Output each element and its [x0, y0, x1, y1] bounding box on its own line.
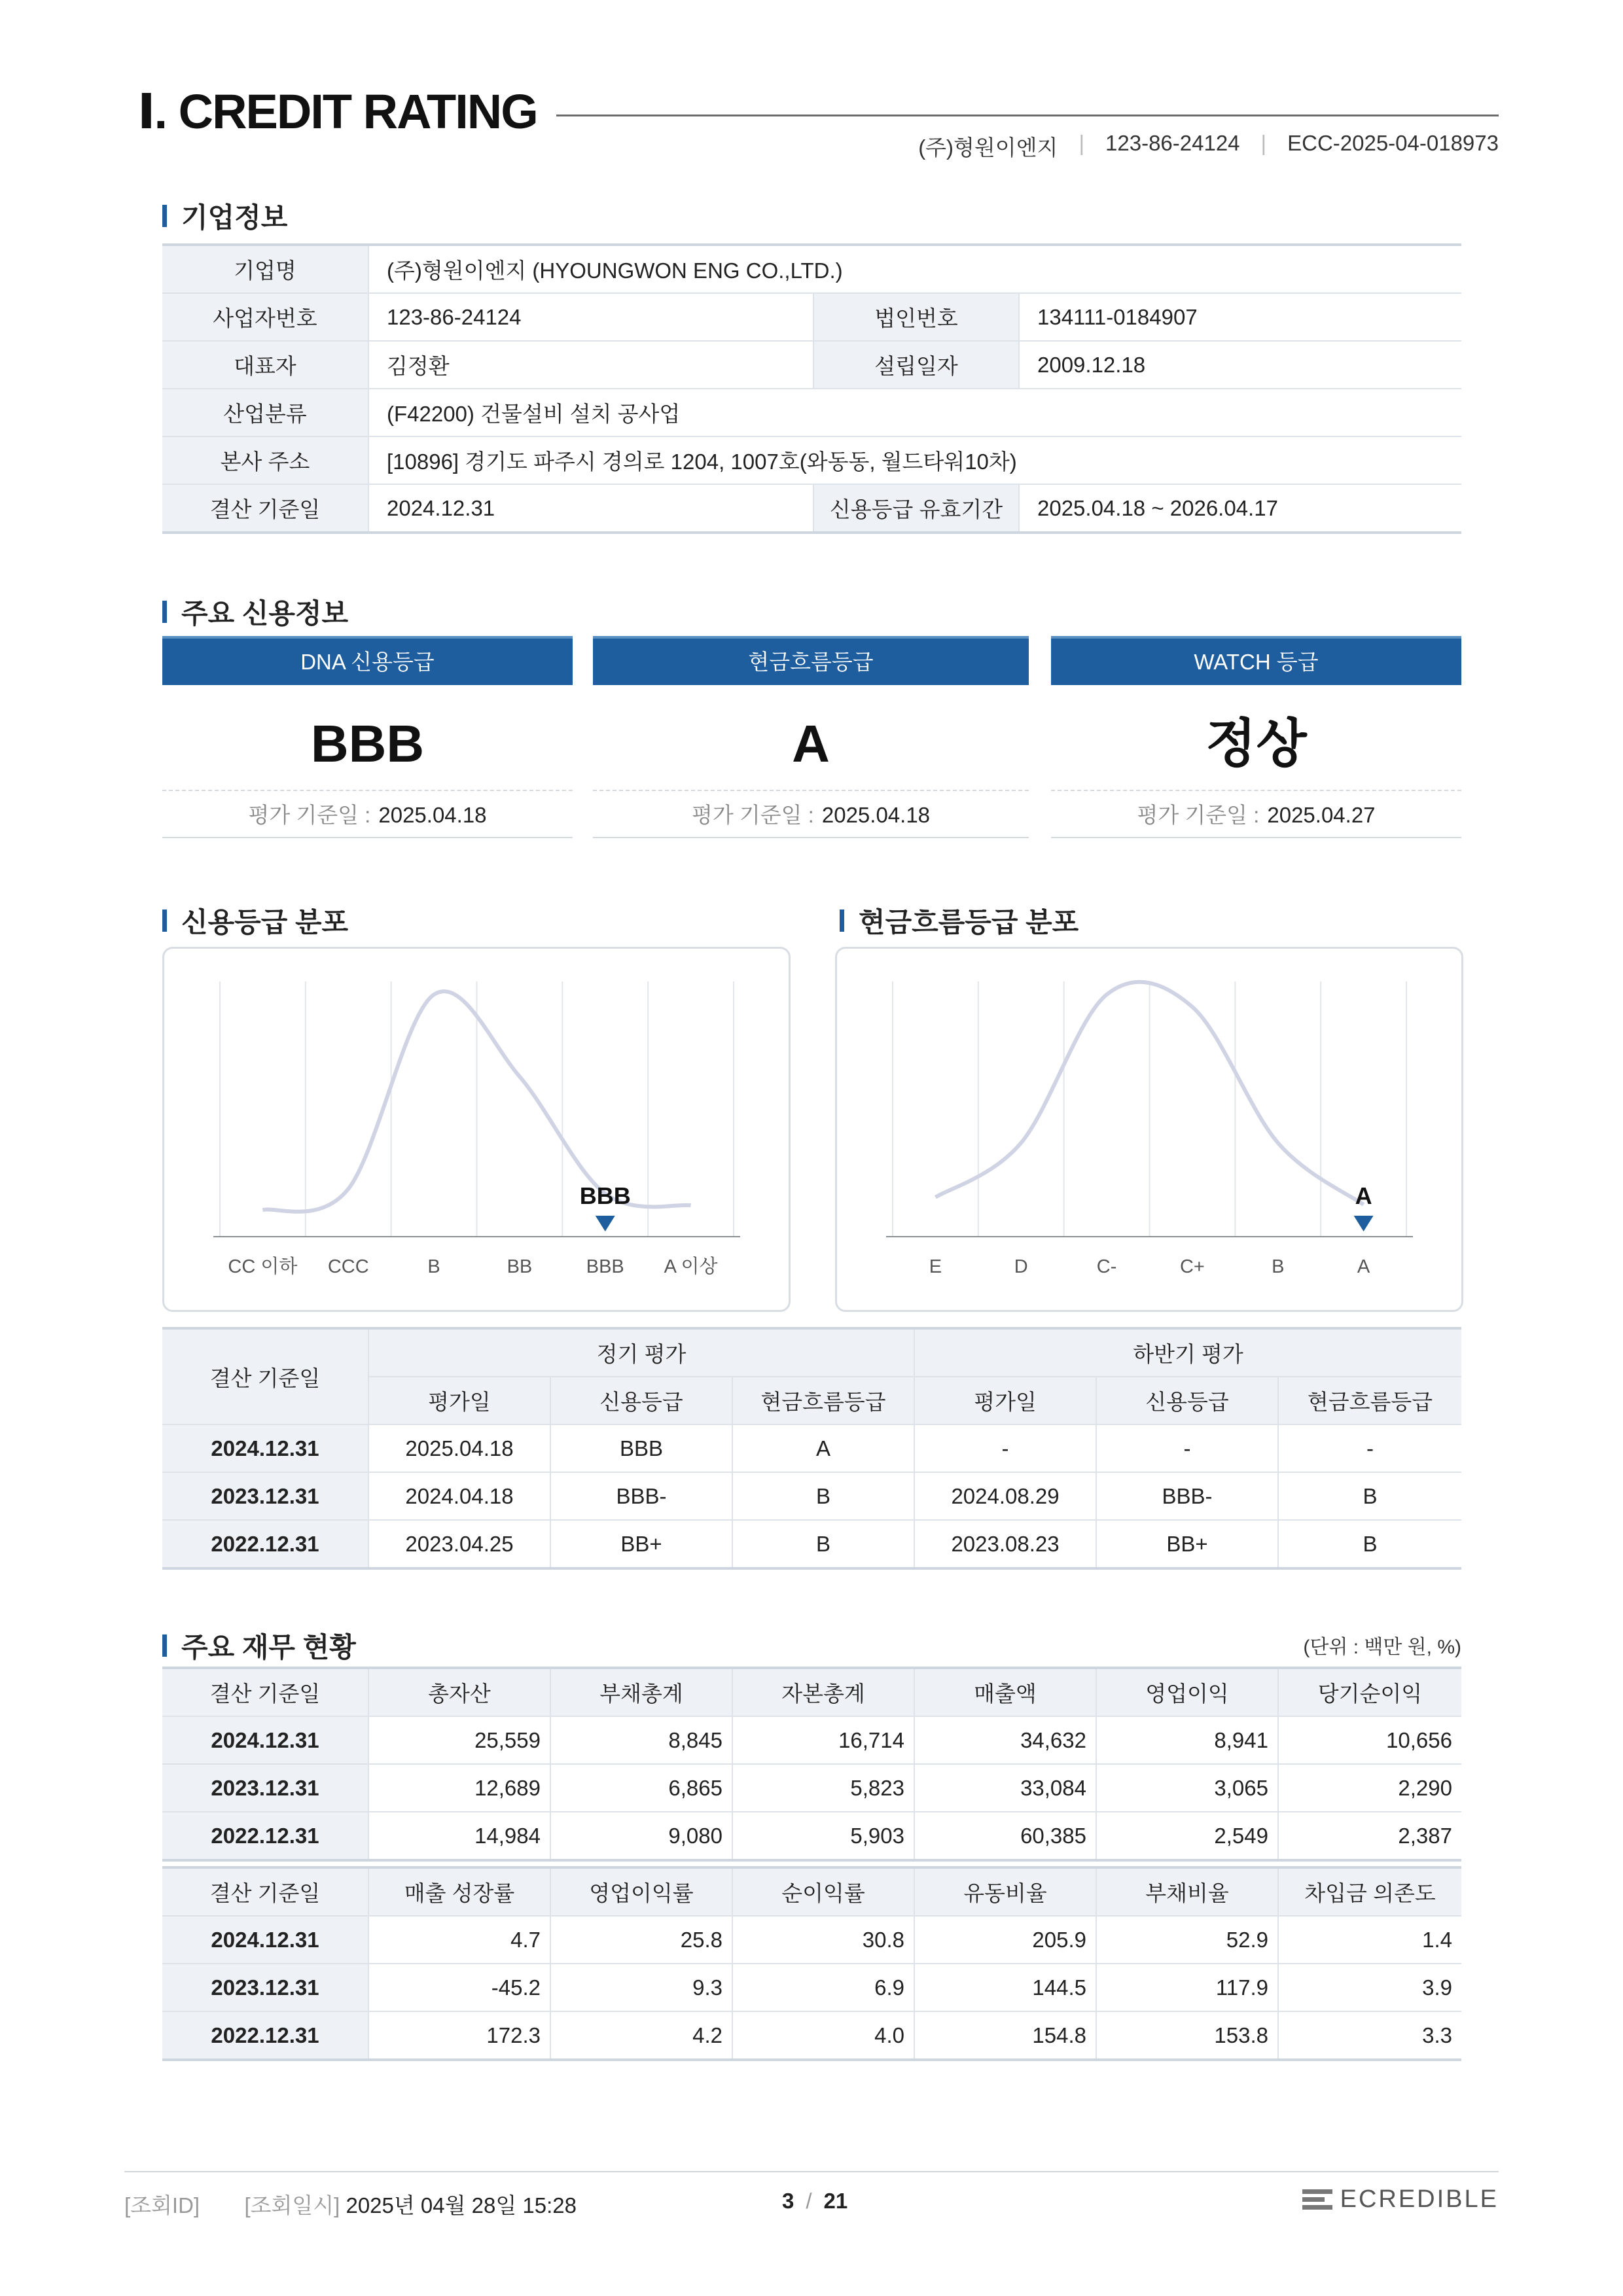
brand-logo-text: ECREDIBLE [1340, 2185, 1499, 2213]
cell: BBB- [1096, 1472, 1278, 1520]
cell: 172.3 [368, 2011, 550, 2060]
label-founded: 설립일자 [813, 341, 1019, 389]
grade-marker-icon [596, 1216, 615, 1231]
section-title-company-info [162, 196, 287, 236]
header-cell: 매출액 [914, 1668, 1096, 1716]
table-row [162, 1916, 1461, 1964]
cell: 9.3 [550, 1964, 732, 2011]
cell: 5,903 [732, 1812, 914, 1860]
section-bar [840, 910, 844, 932]
header-eval-date: 평가일 [914, 1377, 1096, 1424]
header-biz-no: 123-86-24124 [1105, 131, 1240, 155]
table-row [162, 1472, 1461, 1520]
card-head: 현금흐름등급 [593, 636, 1029, 685]
cell: 2,549 [1096, 1812, 1278, 1860]
cell: - [914, 1424, 1096, 1472]
grade-marker-label: A [1355, 1182, 1372, 1209]
header-cell: 결산 기준일 [162, 1668, 368, 1716]
cell: 52.9 [1096, 1916, 1278, 1964]
cell: 117.9 [1096, 1964, 1278, 2011]
footer-divider [124, 2171, 1499, 2172]
x-tick-label: C+ [1179, 1256, 1205, 1277]
header-cell: 영업이익률 [550, 1867, 732, 1916]
card-cashflow [593, 636, 1029, 838]
card-date-label: 평가 기준일 : [248, 803, 371, 827]
cell: 25.8 [550, 1916, 732, 1964]
cell: - [1096, 1424, 1278, 1472]
card-dna-credit [162, 636, 573, 838]
x-tick-label: BB [507, 1256, 533, 1277]
financial-table-2 [162, 1866, 1461, 2061]
value-biz-no: 123-86-24124 [368, 293, 813, 341]
table-row [162, 1812, 1461, 1860]
cell: 4.0 [732, 2011, 914, 2060]
section-title-text: 기업정보 [181, 202, 288, 233]
header-cell: 순이익률 [732, 1867, 914, 1916]
section-bar [162, 1634, 167, 1657]
grade-marker-icon [1354, 1216, 1374, 1231]
footer-query-time-value: 2025년 04월 28일 15:28 [346, 2193, 577, 2217]
cell: 16,714 [732, 1716, 914, 1764]
section-title-financials [162, 1626, 356, 1665]
header-half-eval: 하반기 평가 [914, 1328, 1461, 1377]
card-date-value: 2025.04.27 [1267, 803, 1376, 827]
cell-settle: 2023.12.31 [162, 1472, 368, 1520]
footer-query-time-label: [조회일시] [244, 2193, 340, 2217]
credit-dist-chart [162, 947, 791, 1312]
card-value: A [593, 685, 1029, 791]
value-industry: (F42200) 건물설비 설치 공사업 [368, 389, 1461, 436]
cell: B [732, 1520, 914, 1568]
cell: BBB- [550, 1472, 732, 1520]
x-tick-label: B [427, 1256, 440, 1277]
cash-dist-svg [837, 949, 1461, 1310]
section-title-key-credit [162, 592, 348, 631]
cell: 3.3 [1278, 2011, 1461, 2060]
header-credit-grade: 신용등급 [550, 1377, 732, 1424]
cell: 8,845 [550, 1716, 732, 1764]
footer-query-info [124, 2189, 577, 2219]
header-separator: | [1079, 131, 1085, 155]
value-founded: 2009.12.18 [1019, 341, 1461, 389]
header-cell: 매출 성장률 [368, 1867, 550, 1916]
cell: 2024.04.18 [368, 1472, 550, 1520]
credit-dist-svg [164, 949, 789, 1310]
header-cash-grade: 현금흐름등급 [1278, 1377, 1461, 1424]
cell: 2023.08.23 [914, 1520, 1096, 1568]
cell: -45.2 [368, 1964, 550, 2011]
ecredible-logo-icon [1302, 2188, 1332, 2212]
cell: 33,084 [914, 1764, 1096, 1812]
card-date [162, 791, 573, 838]
label-ceo: 대표자 [162, 341, 368, 389]
cell: 153.8 [1096, 2011, 1278, 2060]
cell-settle: 2023.12.31 [162, 1964, 368, 2011]
card-date [1051, 791, 1461, 838]
brand-logo [1302, 2185, 1499, 2214]
value-corp-no: 134111-0184907 [1019, 293, 1461, 341]
cell: 30.8 [732, 1916, 914, 1964]
cell-settle: 2024.12.31 [162, 1916, 368, 1964]
cell: 9,080 [550, 1812, 732, 1860]
header-settle-date: 결산 기준일 [162, 1328, 368, 1424]
x-tick-label: E [929, 1256, 942, 1277]
label-valid-period: 신용등급 유효기간 [813, 484, 1019, 533]
card-watch [1051, 636, 1461, 838]
cell: 4.7 [368, 1916, 550, 1964]
card-date [593, 791, 1029, 838]
header-divider [556, 115, 1499, 116]
header-cell: 총자산 [368, 1668, 550, 1716]
section-bar [162, 910, 167, 932]
x-tick-label: CCC [327, 1256, 369, 1277]
header-info [918, 131, 1499, 162]
unit-note: (단위 : 백만 원, %) [1303, 1636, 1461, 1658]
value-company-name: (주)형원이엔지 (HYOUNGWON ENG CO.,LTD.) [368, 245, 1461, 293]
cash-dist-chart [835, 947, 1463, 1312]
cell-settle: 2022.12.31 [162, 1812, 368, 1860]
header-doc-no: ECC-2025-04-018973 [1287, 131, 1499, 155]
cell: BB+ [550, 1520, 732, 1568]
label-biz-no: 사업자번호 [162, 293, 368, 341]
header-cell: 당기순이익 [1278, 1668, 1461, 1716]
header-cash-grade: 현금흐름등급 [732, 1377, 914, 1424]
table-row [162, 1964, 1461, 2011]
card-head: WATCH 등급 [1051, 636, 1461, 685]
page-number [782, 2189, 847, 2214]
cell: 14,984 [368, 1812, 550, 1860]
x-tick-label: D [1014, 1256, 1028, 1277]
label-address: 본사 주소 [162, 436, 368, 484]
cell: B [1278, 1472, 1461, 1520]
card-value: 정상 [1051, 685, 1461, 791]
cell: 12,689 [368, 1764, 550, 1812]
section-bar [162, 205, 167, 227]
cell: 5,823 [732, 1764, 914, 1812]
cell: BBB [550, 1424, 732, 1472]
cell-settle: 2022.12.31 [162, 2011, 368, 2060]
cell: 3.9 [1278, 1964, 1461, 2011]
x-tick-label: A [1357, 1256, 1370, 1277]
cell: 60,385 [914, 1812, 1096, 1860]
cell: 10,656 [1278, 1716, 1461, 1764]
table-row [162, 1716, 1461, 1764]
card-date-label: 평가 기준일 : [691, 803, 814, 827]
page-separator: / [806, 2189, 812, 2213]
grade-history-table [162, 1327, 1461, 1570]
card-date-value: 2025.04.18 [378, 803, 487, 827]
section-title-text: 현금흐름등급 분포 [859, 907, 1079, 938]
cell: 4.2 [550, 2011, 732, 2060]
page-title: Ⅰ. CREDIT RATING [137, 84, 537, 139]
value-address: [10896] 경기도 파주시 경의로 1204, 1007호(와동동, 월드타워10차) [368, 436, 1461, 484]
cell: 6,865 [550, 1764, 732, 1812]
x-tick-label: A 이상 [664, 1256, 718, 1277]
cell: 154.8 [914, 2011, 1096, 2060]
table-row [162, 2011, 1461, 2060]
header-cell: 결산 기준일 [162, 1867, 368, 1916]
cell-settle: 2024.12.31 [162, 1424, 368, 1472]
header-eval-date: 평가일 [368, 1377, 550, 1424]
header-cell: 부채비율 [1096, 1867, 1278, 1916]
cell: A [732, 1424, 914, 1472]
x-tick-label: BBB [586, 1256, 624, 1277]
footer-query-id-label: [조회ID] [124, 2193, 200, 2217]
cell: 2025.04.18 [368, 1424, 550, 1472]
label-company-name: 기업명 [162, 245, 368, 293]
cell: 25,559 [368, 1716, 550, 1764]
header-credit-grade: 신용등급 [1096, 1377, 1278, 1424]
header-cell: 자본총계 [732, 1668, 914, 1716]
page-current: 3 [782, 2189, 794, 2213]
card-date-value: 2025.04.18 [821, 803, 931, 827]
table-row [162, 1764, 1461, 1812]
section-title-credit-dist [162, 901, 348, 940]
cell: BB+ [1096, 1520, 1278, 1568]
cell: 8,941 [1096, 1716, 1278, 1764]
section-title-text: 주요 재무 현황 [181, 1632, 356, 1663]
header-cell: 차입금 의존도 [1278, 1867, 1461, 1916]
cell-settle: 2024.12.31 [162, 1716, 368, 1764]
cell: 2023.04.25 [368, 1520, 550, 1568]
cell: 2024.08.29 [914, 1472, 1096, 1520]
card-value: BBB [162, 685, 573, 791]
x-tick-label: B [1272, 1256, 1285, 1277]
cell: B [732, 1472, 914, 1520]
cell: B [1278, 1520, 1461, 1568]
cell-settle: 2022.12.31 [162, 1520, 368, 1568]
header-cell: 부채총계 [550, 1668, 732, 1716]
grade-marker-label: BBB [579, 1182, 631, 1209]
cell: 205.9 [914, 1916, 1096, 1964]
value-valid-period: 2025.04.18 ~ 2026.04.17 [1019, 484, 1461, 533]
cell: - [1278, 1424, 1461, 1472]
section-title-text: 주요 신용정보 [181, 598, 349, 629]
card-head: DNA 신용등급 [162, 636, 573, 685]
cell: 34,632 [914, 1716, 1096, 1764]
label-industry: 산업분류 [162, 389, 368, 436]
page-total: 21 [823, 2189, 848, 2213]
section-title-cash-dist [840, 901, 1079, 940]
x-tick-label: C- [1096, 1256, 1117, 1277]
table-row [162, 1424, 1461, 1472]
value-settle-date: 2024.12.31 [368, 484, 813, 533]
label-corp-no: 법인번호 [813, 293, 1019, 341]
header-cell: 영업이익 [1096, 1668, 1278, 1716]
x-tick-label: CC 이하 [228, 1256, 298, 1277]
cell: 3,065 [1096, 1764, 1278, 1812]
company-info-table [162, 243, 1461, 534]
card-date-label: 평가 기준일 : [1137, 803, 1260, 827]
section-title-text: 신용등급 분포 [181, 907, 349, 938]
header-cell: 유동비율 [914, 1867, 1096, 1916]
header-company: (주)형원이엔지 [918, 135, 1058, 160]
cell: 144.5 [914, 1964, 1096, 2011]
cell: 2,290 [1278, 1764, 1461, 1812]
value-ceo: 김정환 [368, 341, 813, 389]
cell-settle: 2023.12.31 [162, 1764, 368, 1812]
label-settle-date: 결산 기준일 [162, 484, 368, 533]
cell: 2,387 [1278, 1812, 1461, 1860]
section-bar [162, 601, 167, 623]
header-regular-eval: 정기 평가 [368, 1328, 914, 1377]
table-row [162, 1520, 1461, 1568]
cell: 6.9 [732, 1964, 914, 2011]
header-separator: | [1260, 131, 1267, 155]
cell: 1.4 [1278, 1916, 1461, 1964]
financial-table-1 [162, 1667, 1461, 1862]
